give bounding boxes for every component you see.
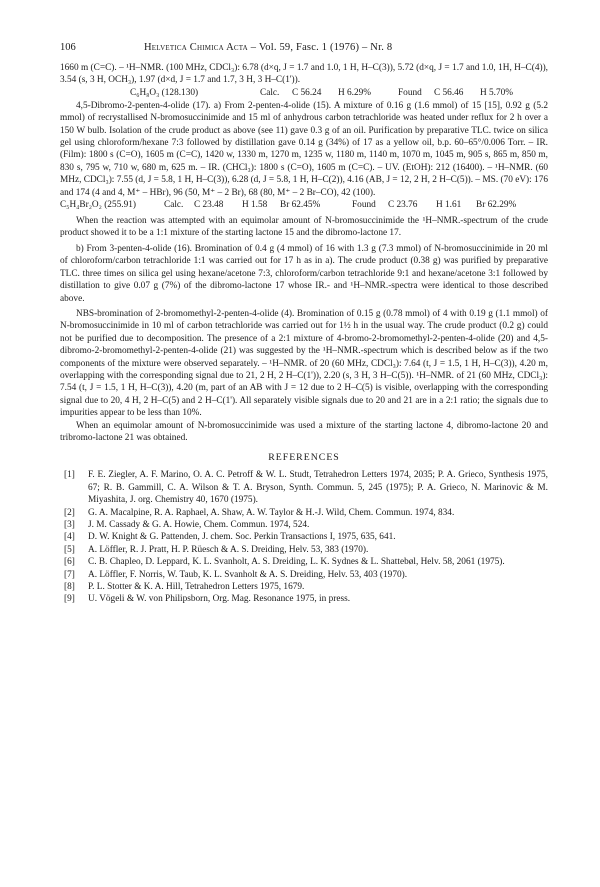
reference-item: [2] G. A. Macalpine, R. A. Raphael, A. Shaw, A. W. Taylor & H.-J. Wild, Chem. Commun. 1974, 834. [64, 507, 455, 518]
reference-list [60, 469, 548, 605]
running-header [60, 42, 548, 62]
analysis-calc-h: H 6.29% [338, 87, 372, 98]
journal-issue: – Vol. 59, Fasc. 1 (1976) – Nr. 8 [250, 42, 393, 53]
analysis-found-c: C 56.46 [434, 87, 464, 98]
analysis-found-label: Found [398, 87, 422, 98]
paragraph-dibromo-lactone-b: b) From 3-penten-4-olide (16). Bromination of 0.4 g (4 mmol) of 16 with 1.3 g (7.3 mmol) of N-bromosuccinimide in 20 ml of chloroform/carbon tetrachloride 1:1 was carried out for 17 h as in a). The crude product (0.38 g) was purified by preparative TLC. three times on silica gel using hexane/acetone 7:3, chloroform/carbon tetrachloride 9:1 and hexane/acetone 3:1 followed by distillation to give 0.07 g (7%) of the dibromo-lactone 17 whose IR.- and ¹H–NMR.-spectra were identical to those described above. [60, 243, 548, 304]
reference-item: [9] U. Vögeli & W. von Philipsborn, Org. Mag. Resonance 1975, in press. [64, 594, 351, 605]
reference-item: [8] P. L. Stotter & K. A. Hill, Tetrahedron Letters 1975, 1679. [64, 582, 305, 593]
paragraph-equimolar-mixture: When an equimolar amount of N-bromosuccinimide was used a mixture of the starting lactone 4, dibromo-lactone 20 and tribromo-lactone 21 was obtained. [60, 420, 548, 443]
reference-item: [5] A. Löffler, R. J. Pratt, H. P. Rüesch & A. S. Dreiding, Helv. 53, 383 (1970). [64, 544, 369, 555]
analysis-calc-h: H 1.58 [242, 200, 268, 211]
analysis-calc-c: C 23.48 [194, 200, 224, 211]
analysis-formula: C₆H₈O₃ (128.130) [130, 87, 199, 98]
reference-item: [7] A. Löffler, F. Norris, W. Taub, K. L. Svanholt & A. S. Dreiding, Helv. 53, 403 (1970). [64, 569, 408, 580]
analysis-found-h: H 1.61 [436, 200, 462, 211]
journal-page [60, 42, 548, 606]
analysis-calc-label: Calc. [164, 200, 184, 211]
analysis-calc-br: Br 62.45% [280, 200, 321, 211]
analysis-calc-label: Calc. [260, 87, 280, 98]
analysis-found-br: Br 62.29% [476, 200, 517, 211]
analysis-formula: C₅H₄Br₂O₂ (255.91) [60, 200, 136, 211]
elemental-analysis-1 [60, 87, 548, 100]
page-number: 106 [60, 42, 76, 53]
analysis-found-label: Found [352, 200, 376, 211]
references-heading: REFERENCES [268, 452, 340, 464]
analysis-found-h: H 5.70% [480, 87, 514, 98]
elemental-analysis-2 [60, 199, 548, 212]
analysis-calc-c: C 56.24 [292, 87, 322, 98]
article-body [60, 62, 548, 444]
journal-name: Helvetica Chimica Acta [144, 42, 248, 53]
paragraph-dibromo-lactone-a: 4,5-Dibromo-2-penten-4-olide (17). a) From 2-penten-4-olide (15). A mixture of 0.16 g (1.6 mmol) of 15 [15], 0.92 g (5.2 mmol) of recrystallised N-bromosuccinimide and 15 ml of anhydrous carbon tetrachloride was heated under reflux for 2 h over a 150 W bulb. Isolation of the crude product as above (see 11) gave 0.3 g of an oil. Purification by preparative TLC. twice on silica gel using chloroform/hexane 7:3 followed by distillation gave 0.14 g (34%) of 17 as a yellow oil, b.p. 60–65°/0.006 Torr. – IR. (Film): 1800 s (C=O), 1605 m (C=C), 1420 w, 1330 m, 1270 m, 1235 w, 1180 m, 1140 m, 1070 m, 1045 m, 905 s, 865 m, 850 m, 830 s, 795 w, 710 w, 680 m, 625 m. – IR. (CHCl₃): 1800 s (C=O), 1605 m (C=C). – UV. (EtOH): 212 (16400). – ¹H–NMR. (60 MHz, CDCl₃): 7.55 (d, J = 5.8, 1 H, H–C(3)), 6.28 (d, J = 5.8, 1 H, H–C(2)), 4.16 (AB, J = 12, 2 H, 2 H–C(5)). – MS. (70 eV): 176 and 174 (4 and 4, M⁺ – HBr), 96 (50, M⁺ – 2 Br), 68 (80, M⁺ – 2 Br–CO), 42 (100). [60, 100, 548, 198]
journal-title [144, 42, 392, 53]
paragraph-equimolar-attempt: When the reaction was attempted with an equimolar amount of N-bromosuccinimide the ¹H–NMR.-spectrum of the crude product showed it to be a 1:1 mixture of the starting lactone 15 and the dibromo-lactone 17. [60, 216, 548, 239]
paragraph-nmr-continuation: 1660 m (C=C). – ¹H–NMR. (100 MHz, CDCl₃): 6.78 (d×q, J = 1.7 and 1.0, 1 H, H–C(3)), 5.72 (d×q, J = 1.7 and 1.0, 1H, H–C(4)), 3.54 (s, 3 H, OCH₃), 1.97 (d×d, J = 1.7 and 1.7, 3 H, 3 H–C(1')). [60, 63, 548, 86]
reference-item: [6] C. B. Chapleo, D. Leppard, K. L. Svanholt, A. S. Dreiding, L. K. Sydnes & L. Shattebøl, Helv. 58, 2061 (1975). [64, 557, 505, 568]
reference-item: [1] F. E. Ziegler, A. F. Marino, O. A. C. Petroff & W. L. Studt, Tetrahedron Letters 1974, 2035; P. A. Grieco, Synthesis 1975, 67; R. B. Gammill, C. A. Wilson & T. A. Bryson, Synth. Commun. 5, 245 (1975); P. A. Grieco, N. Marinovic & M. Miyashita, J. org. Chemistry 40, 1670 (1975). [64, 470, 548, 506]
reference-item: [4] D. W. Knight & G. Pattenden, J. chem. Soc. Perkin Transactions I, 1975, 635, 641. [64, 532, 396, 543]
paragraph-nbs-bromination: NBS-bromination of 2-bromomethyl-2-penten-4-olide (4). Bromination of 0.15 g (0.78 mmol) of 4 with 0.19 g (1.1 mmol) of N-bromosuccinimide in 10 ml of carbon tetrachloride was carried out for 1½ h in the usual way. The crude product (0.2 g) could not be purified due to decomposition. The presence of a 2:1 mixture of 4-bromo-2-bromomethyl-2-penten-4-olide (20) and 4,5-dibromo-2-bromomethyl-2-penten-4-olide (21) was suggested by the ¹H–NMR.-spectrum which is described below as if the two components of the mixture were observed separately. – ¹H–NMR. of 20 (60 MHz, CDCl₃): 7.64 (t, J = 1.5, 1 H, H–C(3)), 4.20 m, overlapping with the corresponding signal due to 21, 2 H, 2 H–C(1')), 2.20 (s, 3 H, 3 H–C(5)). ¹H–NMR. of 21 (60 MHz, CDCl₃): 7.54 (t, J = 1.5, 1 H, H–C(3)), 4.20 (m, part of an AB with J = 12 due to 2 H–C(5) is visible, overlapping with the corresponding signal due to 20, 4 H, 2 H–C(5) and 2 H–C(1'). All separately visible signals due to 20 and 21 are in a 2:1 ratio; the signals due to impurities appear to be less than 10%. [60, 308, 548, 419]
analysis-found-c: C 23.76 [388, 200, 418, 211]
reference-item: [3] J. M. Cassady & G. A. Howie, Chem. Commun. 1974, 524. [64, 520, 310, 530]
